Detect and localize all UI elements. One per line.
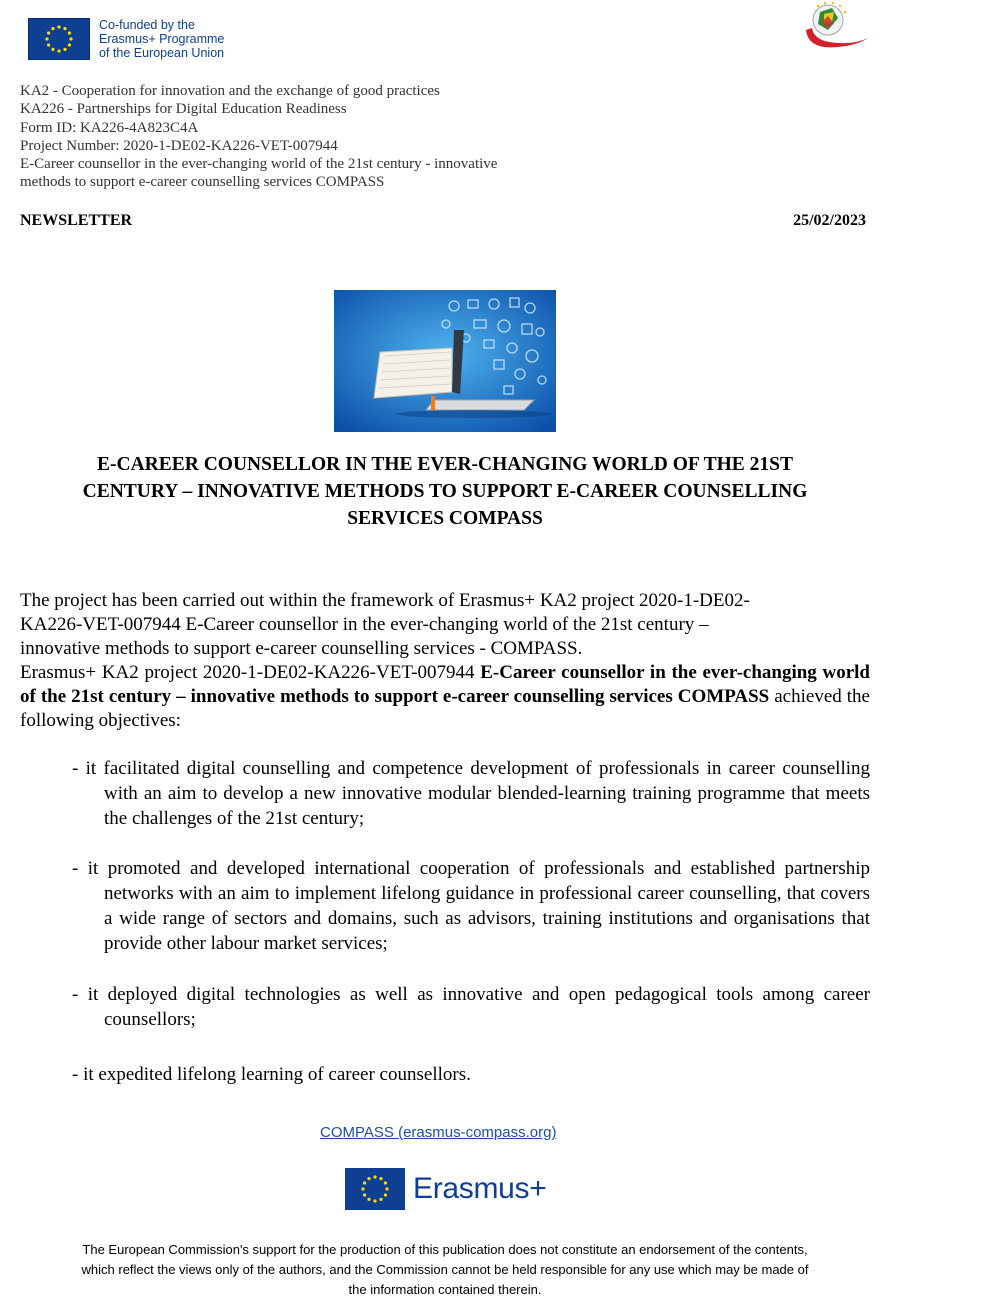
objective-text: - it promoted and developed international cooperation of professionals and established partnership networks with an aim to implement lifelong guidance in professional career counselling, that covers a wide range of sectors and domains, such as advisors, training institutions and organisations that provide other labour market services; — [72, 858, 870, 954]
objective-text: - it expedited lifelong learning of career counsellors. — [72, 1064, 471, 1085]
meta-line: Project Number: 2020-1-DE02-KA226-VET-007944 — [20, 137, 338, 154]
eu-flag-icon — [28, 18, 90, 60]
objectives-intro-paragraph — [20, 661, 870, 733]
objective-item — [72, 1062, 870, 1087]
organisation-logo-icon — [798, 0, 872, 54]
page-title — [20, 451, 870, 532]
objectives-intro-prefix: Erasmus+ KA2 project 2020-1-DE02-KA226-VET-007944 — [20, 662, 481, 683]
objective-item — [72, 756, 870, 831]
eu-cofunded-text — [99, 18, 224, 60]
meta-line: Form ID: KA226-4A823C4A — [20, 119, 199, 136]
eu-flag-icon — [345, 1168, 405, 1210]
newsletter-label: NEWSLETTER — [20, 212, 133, 229]
erasmus-plus-logo — [345, 1168, 546, 1210]
objective-item — [72, 856, 870, 956]
eu-badge-line: of the European Union — [99, 46, 225, 60]
meta-line: methods to support e-career counselling services COMPASS — [20, 174, 385, 191]
objective-text: - it facilitated digital counselling and competence development of professionals in career counselling with an aim to develop a new innovative modular blended-learning training programme that meets the challenges of the 21st century; — [72, 758, 870, 829]
disclaimer-line: The European Commission's support for the production of this publication does not constitute an endorsement of the contents, — [82, 1242, 808, 1257]
objective-text: - it deployed digital technologies as well as innovative and open pedagogical tools among career counsellors; — [72, 984, 870, 1030]
newsletter-header — [20, 212, 866, 230]
project-name-bold: E-Career counsellor in the ever-changing world of the 21st century – innovative methods to support e-career counselling services COMPASS — [20, 662, 870, 707]
title-line: CENTURY – INNOVATIVE METHODS TO SUPPORT E-CAREER COUNSELLING — [82, 481, 808, 502]
compass-website-link[interactable]: COMPASS (erasmus-compass.org) — [320, 1124, 557, 1141]
meta-line: KA2 - Cooperation for innovation and the exchange of good practices — [20, 83, 440, 99]
newsletter-date: 25/02/2023 — [793, 212, 866, 229]
title-line: E-CAREER COUNSELLOR IN THE EVER-CHANGING WORLD OF THE 21ST — [97, 454, 793, 475]
disclaimer-line: which reflect the views only of the authors, and the Commission cannot be held responsible for any use which may be made of — [81, 1262, 809, 1277]
erasmus-wordmark: Erasmus+ — [413, 1172, 547, 1205]
project-meta — [20, 82, 497, 192]
intro-line: The project has been carried out within the framework of Erasmus+ KA2 project 2020-1-DE02- — [20, 590, 750, 611]
intro-line: innovative methods to support e-career counselling services - COMPASS. — [20, 638, 583, 659]
intro-paragraph — [20, 589, 870, 661]
title-line: SERVICES COMPASS — [347, 508, 543, 529]
eu-badge-line: Co-funded by the — [99, 18, 195, 32]
objective-item — [72, 982, 870, 1032]
laptop-book-icon — [334, 290, 556, 432]
objectives-intro-suffix: achieved the following objectives: — [20, 686, 870, 731]
meta-line: E-Career counsellor in the ever-changing world of the 21st century - innovative — [20, 156, 498, 173]
body-text — [20, 589, 870, 733]
disclaimer-line: the information contained therein. — [348, 1282, 542, 1297]
eu-badge-line: Erasmus+ Programme — [99, 32, 225, 46]
eu-disclaimer — [16, 1240, 874, 1300]
meta-line: KA226 - Partnerships for Digital Education Readiness — [20, 101, 347, 118]
eu-cofunded-badge — [28, 12, 296, 66]
intro-line: KA226-VET-007944 E-Career counsellor in the ever-changing world of the 21st century – — [20, 614, 709, 635]
